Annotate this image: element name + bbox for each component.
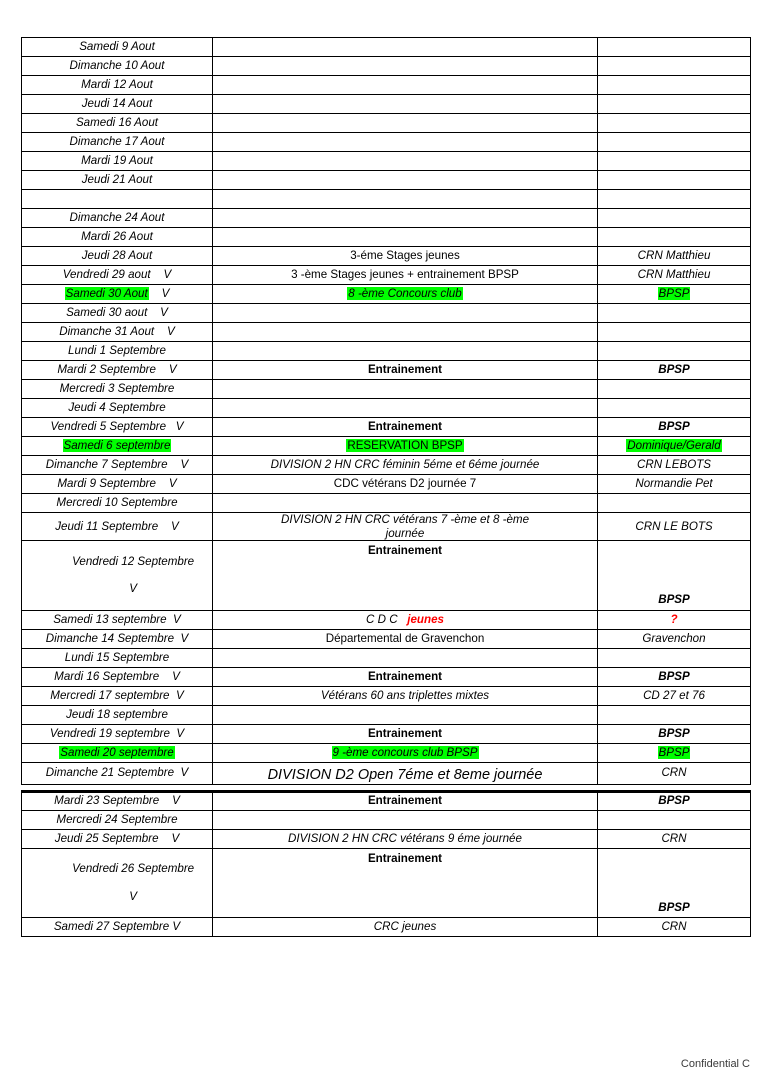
cell-event <box>213 437 598 456</box>
cell-date <box>22 247 213 266</box>
cell-where <box>598 810 751 829</box>
cell-event <box>213 762 598 784</box>
table-row <box>22 829 751 848</box>
cell-date <box>22 323 213 342</box>
cell-event <box>213 190 598 209</box>
cell-date <box>22 494 213 513</box>
cell-where <box>598 209 751 228</box>
cell-date <box>22 399 213 418</box>
cell-where <box>598 541 751 610</box>
table-row <box>22 38 751 57</box>
cell-date <box>22 610 213 629</box>
cell-event <box>213 629 598 648</box>
cell-date <box>22 762 213 784</box>
event-text: 3 -ème Stages jeunes + entrainement BPSP <box>291 268 519 282</box>
cell-where <box>598 456 751 475</box>
table-row <box>22 76 751 95</box>
cell-event <box>213 76 598 95</box>
date-text: Jeudi 28 Aout <box>81 249 153 263</box>
table-row <box>22 629 751 648</box>
cell-event <box>213 114 598 133</box>
where-text: CRN LEBOTS <box>636 458 712 472</box>
table-row <box>22 667 751 686</box>
date-text-line1: Vendredi 12 Septembre <box>72 555 195 569</box>
cell-date <box>22 38 213 57</box>
table-row <box>22 648 751 667</box>
cell-where <box>598 848 751 917</box>
table-row <box>22 762 751 784</box>
table-row <box>22 323 751 342</box>
date-text: Mardi 26 Aout <box>81 230 153 244</box>
cell-where <box>598 228 751 247</box>
cell-event <box>213 57 598 76</box>
cell-where <box>598 380 751 399</box>
where-text: Normandie Pet <box>635 477 713 491</box>
event-text-line2: journée <box>385 526 425 540</box>
cell-date <box>22 342 213 361</box>
cell-event <box>213 918 598 937</box>
cell-date <box>22 57 213 76</box>
table-row <box>22 724 751 743</box>
table-row <box>22 361 751 380</box>
cell-event <box>213 648 598 667</box>
event-text: Vétérans 60 ans triplettes mixtes <box>320 688 490 702</box>
table-row <box>22 686 751 705</box>
cell-event <box>213 133 598 152</box>
date-text: Mercredi 3 Septembre <box>59 382 175 396</box>
cell-event <box>213 285 598 304</box>
cell-event <box>213 810 598 829</box>
date-text: Mercredi 17 septembre V <box>50 688 184 702</box>
event-text: Entrainement <box>367 794 443 808</box>
date-text: Mercredi 10 Septembre <box>56 496 178 510</box>
date-text: Samedi 30 aout V <box>66 306 168 320</box>
table-row-highlighted <box>22 437 751 456</box>
cell-date <box>22 304 213 323</box>
date-text: Samedi 9 Aout <box>79 40 155 54</box>
date-text: Mardi 12 Aout <box>81 78 153 92</box>
table-row <box>22 810 751 829</box>
date-text-line2: V <box>129 582 137 596</box>
table-row <box>22 114 751 133</box>
cell-event <box>213 266 598 285</box>
event-text: Départemental de Gravenchon <box>325 631 485 645</box>
section-separator-cell <box>598 784 751 791</box>
cell-where <box>598 133 751 152</box>
event-text-highlighted: 9 -ème concours club BPSP <box>332 745 478 759</box>
table-row <box>22 399 751 418</box>
cell-event <box>213 791 598 810</box>
cell-where <box>598 114 751 133</box>
table-row <box>22 304 751 323</box>
cell-event <box>213 418 598 437</box>
cell-where <box>598 648 751 667</box>
cell-date <box>22 456 213 475</box>
cell-event <box>213 209 598 228</box>
cell-event <box>213 304 598 323</box>
cell-date <box>22 918 213 937</box>
cell-where <box>598 285 751 304</box>
date-text-line2: V <box>129 889 137 903</box>
table-row <box>22 342 751 361</box>
cell-event <box>213 743 598 762</box>
date-text-highlighted: Samedi 30 Aout <box>65 287 148 301</box>
where-text-highlighted: Dominique/Gerald <box>627 439 721 453</box>
cell-date <box>22 648 213 667</box>
where-text: BPSP <box>658 420 690 434</box>
date-text: Jeudi 4 Septembre <box>68 401 166 415</box>
where-text: CRN Matthieu <box>637 249 711 263</box>
table-row <box>22 610 751 629</box>
where-text: BPSP <box>658 363 690 377</box>
event-text: DIVISION 2 HN CRC vétérans 9 éme journée <box>288 831 522 845</box>
cell-where <box>598 171 751 190</box>
cell-where <box>598 323 751 342</box>
table-row <box>22 418 751 437</box>
table-row <box>22 247 751 266</box>
date-text: Jeudi 21 Aout <box>81 173 153 187</box>
table-row <box>22 848 751 917</box>
cell-event <box>213 705 598 724</box>
cell-where <box>598 266 751 285</box>
date-text: Samedi 27 Septembre V <box>53 920 181 934</box>
schedule-table-body <box>22 38 751 937</box>
section-separator-cell <box>213 784 598 791</box>
cell-date <box>22 541 213 610</box>
cell-where <box>598 38 751 57</box>
cell-where <box>598 152 751 171</box>
date-text: Dimanche 21 Septembre V <box>45 766 189 780</box>
table-row <box>22 494 751 513</box>
event-text: DIVISION D2 Open 7éme et 8eme journée <box>267 766 543 783</box>
date-text: Dimanche 24 Aout <box>69 211 165 225</box>
event-text-cdc: C D C <box>366 612 398 626</box>
cell-date <box>22 724 213 743</box>
cell-where <box>598 437 751 456</box>
cell-date <box>22 152 213 171</box>
cell-where <box>598 743 751 762</box>
cell-event <box>213 38 598 57</box>
date-text: Vendredi 19 septembre V <box>49 726 185 740</box>
cell-event <box>213 541 598 610</box>
cell-date <box>22 76 213 95</box>
cell-where <box>598 475 751 494</box>
section-separator <box>22 784 751 791</box>
cell-event <box>213 152 598 171</box>
where-text: CRN LE BOTS <box>635 519 713 533</box>
date-text: Mardi 23 Septembre V <box>54 794 180 808</box>
cell-event <box>213 171 598 190</box>
date-text: Mardi 19 Aout <box>81 154 153 168</box>
cell-event <box>213 829 598 848</box>
date-text-line1: Vendredi 26 Septembre <box>72 862 195 876</box>
event-text: Entrainement <box>367 726 443 740</box>
table-row-empty <box>22 190 751 209</box>
cell-event <box>213 380 598 399</box>
cell-date <box>22 190 213 209</box>
cell-date <box>22 829 213 848</box>
cell-event <box>213 475 598 494</box>
where-text-unknown: ? <box>670 612 678 626</box>
cell-date <box>22 418 213 437</box>
cell-event <box>213 361 598 380</box>
cell-where <box>598 76 751 95</box>
cell-date <box>22 380 213 399</box>
table-row <box>22 209 751 228</box>
where-text: CRN <box>661 766 687 780</box>
table-row <box>22 228 751 247</box>
date-text: Mardi 9 Septembre V <box>57 477 177 491</box>
cell-date <box>22 266 213 285</box>
cell-event <box>213 686 598 705</box>
cell-where <box>598 667 751 686</box>
cell-date <box>22 228 213 247</box>
table-row <box>22 541 751 610</box>
cell-where <box>598 686 751 705</box>
where-text: CRN Matthieu <box>637 268 711 282</box>
cell-where <box>598 724 751 743</box>
cell-event <box>213 247 598 266</box>
cell-date <box>22 133 213 152</box>
date-text: Vendredi 29 aout V <box>62 268 172 282</box>
cell-event <box>213 399 598 418</box>
cell-where <box>598 361 751 380</box>
cell-date <box>22 361 213 380</box>
cell-where <box>598 918 751 937</box>
cell-date <box>22 513 213 541</box>
cell-where <box>598 399 751 418</box>
cell-date <box>22 114 213 133</box>
document-footer: Confidential C <box>680 1058 750 1070</box>
date-text: Samedi 16 Aout <box>75 116 159 130</box>
table-row <box>22 380 751 399</box>
table-row <box>22 57 751 76</box>
cell-where <box>598 629 751 648</box>
event-text: CRC jeunes <box>373 920 437 934</box>
table-row <box>22 513 751 541</box>
section-separator-cell <box>22 784 213 791</box>
cell-where <box>598 418 751 437</box>
cell-date <box>22 475 213 494</box>
cell-date <box>22 848 213 917</box>
where-text-highlighted: BPSP <box>658 745 690 759</box>
event-text: CDC vétérans D2 journée 7 <box>333 477 477 490</box>
schedule-table <box>21 37 751 937</box>
cell-event <box>213 667 598 686</box>
table-row-highlighted <box>22 743 751 762</box>
date-text: Mardi 16 Septembre V <box>54 669 180 683</box>
cell-date <box>22 791 213 810</box>
table-row <box>22 705 751 724</box>
cell-date <box>22 209 213 228</box>
event-text: 3-éme Stages jeunes <box>350 249 460 263</box>
date-text: Lundi 15 Septembre <box>64 650 170 664</box>
where-text: CRN <box>661 831 687 845</box>
date-text: Jeudi 25 Septembre V <box>54 831 180 845</box>
cell-where <box>598 791 751 810</box>
table-row <box>22 456 751 475</box>
cell-event <box>213 610 598 629</box>
where-text: CRN <box>661 920 687 934</box>
table-row-highlighted <box>22 285 751 304</box>
where-text: Gravenchon <box>642 631 706 645</box>
where-text-highlighted: BPSP <box>658 287 690 301</box>
table-row <box>22 133 751 152</box>
cell-event <box>213 494 598 513</box>
table-row <box>22 791 751 810</box>
cell-where <box>598 57 751 76</box>
event-text: Entrainement <box>367 420 443 434</box>
where-text: BPSP <box>658 900 690 914</box>
date-text: Dimanche 10 Aout <box>69 59 165 73</box>
date-suffix: V <box>148 287 170 301</box>
event-text-highlighted: RESERVATION BPSP <box>347 439 463 453</box>
cell-where <box>598 95 751 114</box>
cell-date <box>22 285 213 304</box>
cell-event <box>213 95 598 114</box>
cell-where <box>598 762 751 784</box>
cell-event <box>213 513 598 541</box>
date-text: Samedi 13 septembre V <box>53 612 181 626</box>
cell-where <box>598 247 751 266</box>
event-text-jeunes-red: jeunes <box>407 612 444 626</box>
date-text: Dimanche 14 Septembre V <box>45 631 189 645</box>
cell-where <box>598 304 751 323</box>
date-text: Jeudi 14 Aout <box>81 97 153 111</box>
where-text: BPSP <box>658 794 690 808</box>
cell-where <box>598 705 751 724</box>
cell-where <box>598 190 751 209</box>
cell-where <box>598 513 751 541</box>
date-text: Lundi 1 Septembre <box>68 344 166 358</box>
date-text: Dimanche 17 Aout <box>69 135 165 149</box>
table-row <box>22 171 751 190</box>
cell-date <box>22 171 213 190</box>
cell-date <box>22 686 213 705</box>
cell-date <box>22 437 213 456</box>
event-text: Entrainement <box>367 363 443 377</box>
date-text-highlighted: Samedi 20 septembre <box>60 745 174 759</box>
cell-event <box>213 724 598 743</box>
cell-where <box>598 829 751 848</box>
date-text: Vendredi 5 Septembre V <box>50 420 184 434</box>
cell-date <box>22 810 213 829</box>
cell-where <box>598 494 751 513</box>
table-row <box>22 95 751 114</box>
cell-where <box>598 610 751 629</box>
cell-event <box>213 228 598 247</box>
cell-event <box>213 342 598 361</box>
table-row <box>22 152 751 171</box>
date-text: Dimanche 31 Aout V <box>59 325 175 339</box>
date-text: Mercredi 24 Septembre <box>56 812 178 826</box>
cell-date <box>22 95 213 114</box>
event-text: DIVISION 2 HN CRC féminin 5éme et 6éme journée <box>270 458 540 472</box>
table-row <box>22 266 751 285</box>
date-text: Dimanche 7 Septembre V <box>45 458 189 472</box>
date-text: Mardi 2 Septembre V <box>57 363 177 377</box>
event-text: Entrainement <box>367 851 443 865</box>
event-text: Entrainement <box>367 544 443 558</box>
cell-where <box>598 342 751 361</box>
date-text-highlighted: Samedi 6 septembre <box>63 439 171 453</box>
cell-date <box>22 743 213 762</box>
table-row <box>22 475 751 494</box>
event-text-highlighted: 8 -ème Concours club <box>348 287 462 301</box>
where-text: BPSP <box>658 669 690 683</box>
date-text: Jeudi 11 Septembre V <box>55 519 179 533</box>
date-text: Jeudi 18 septembre <box>66 707 168 721</box>
table-row <box>22 918 751 937</box>
cell-event <box>213 848 598 917</box>
cell-event <box>213 456 598 475</box>
where-text: CD 27 et 76 <box>643 688 705 702</box>
where-text: BPSP <box>658 593 690 607</box>
event-text: Entrainement <box>367 669 443 683</box>
cell-date <box>22 629 213 648</box>
cell-date <box>22 667 213 686</box>
event-text-line1: DIVISION 2 HN CRC vétérans 7 -ème et 8 -ème <box>280 513 530 526</box>
where-text: BPSP <box>658 726 690 740</box>
cell-date <box>22 705 213 724</box>
cell-event <box>213 323 598 342</box>
